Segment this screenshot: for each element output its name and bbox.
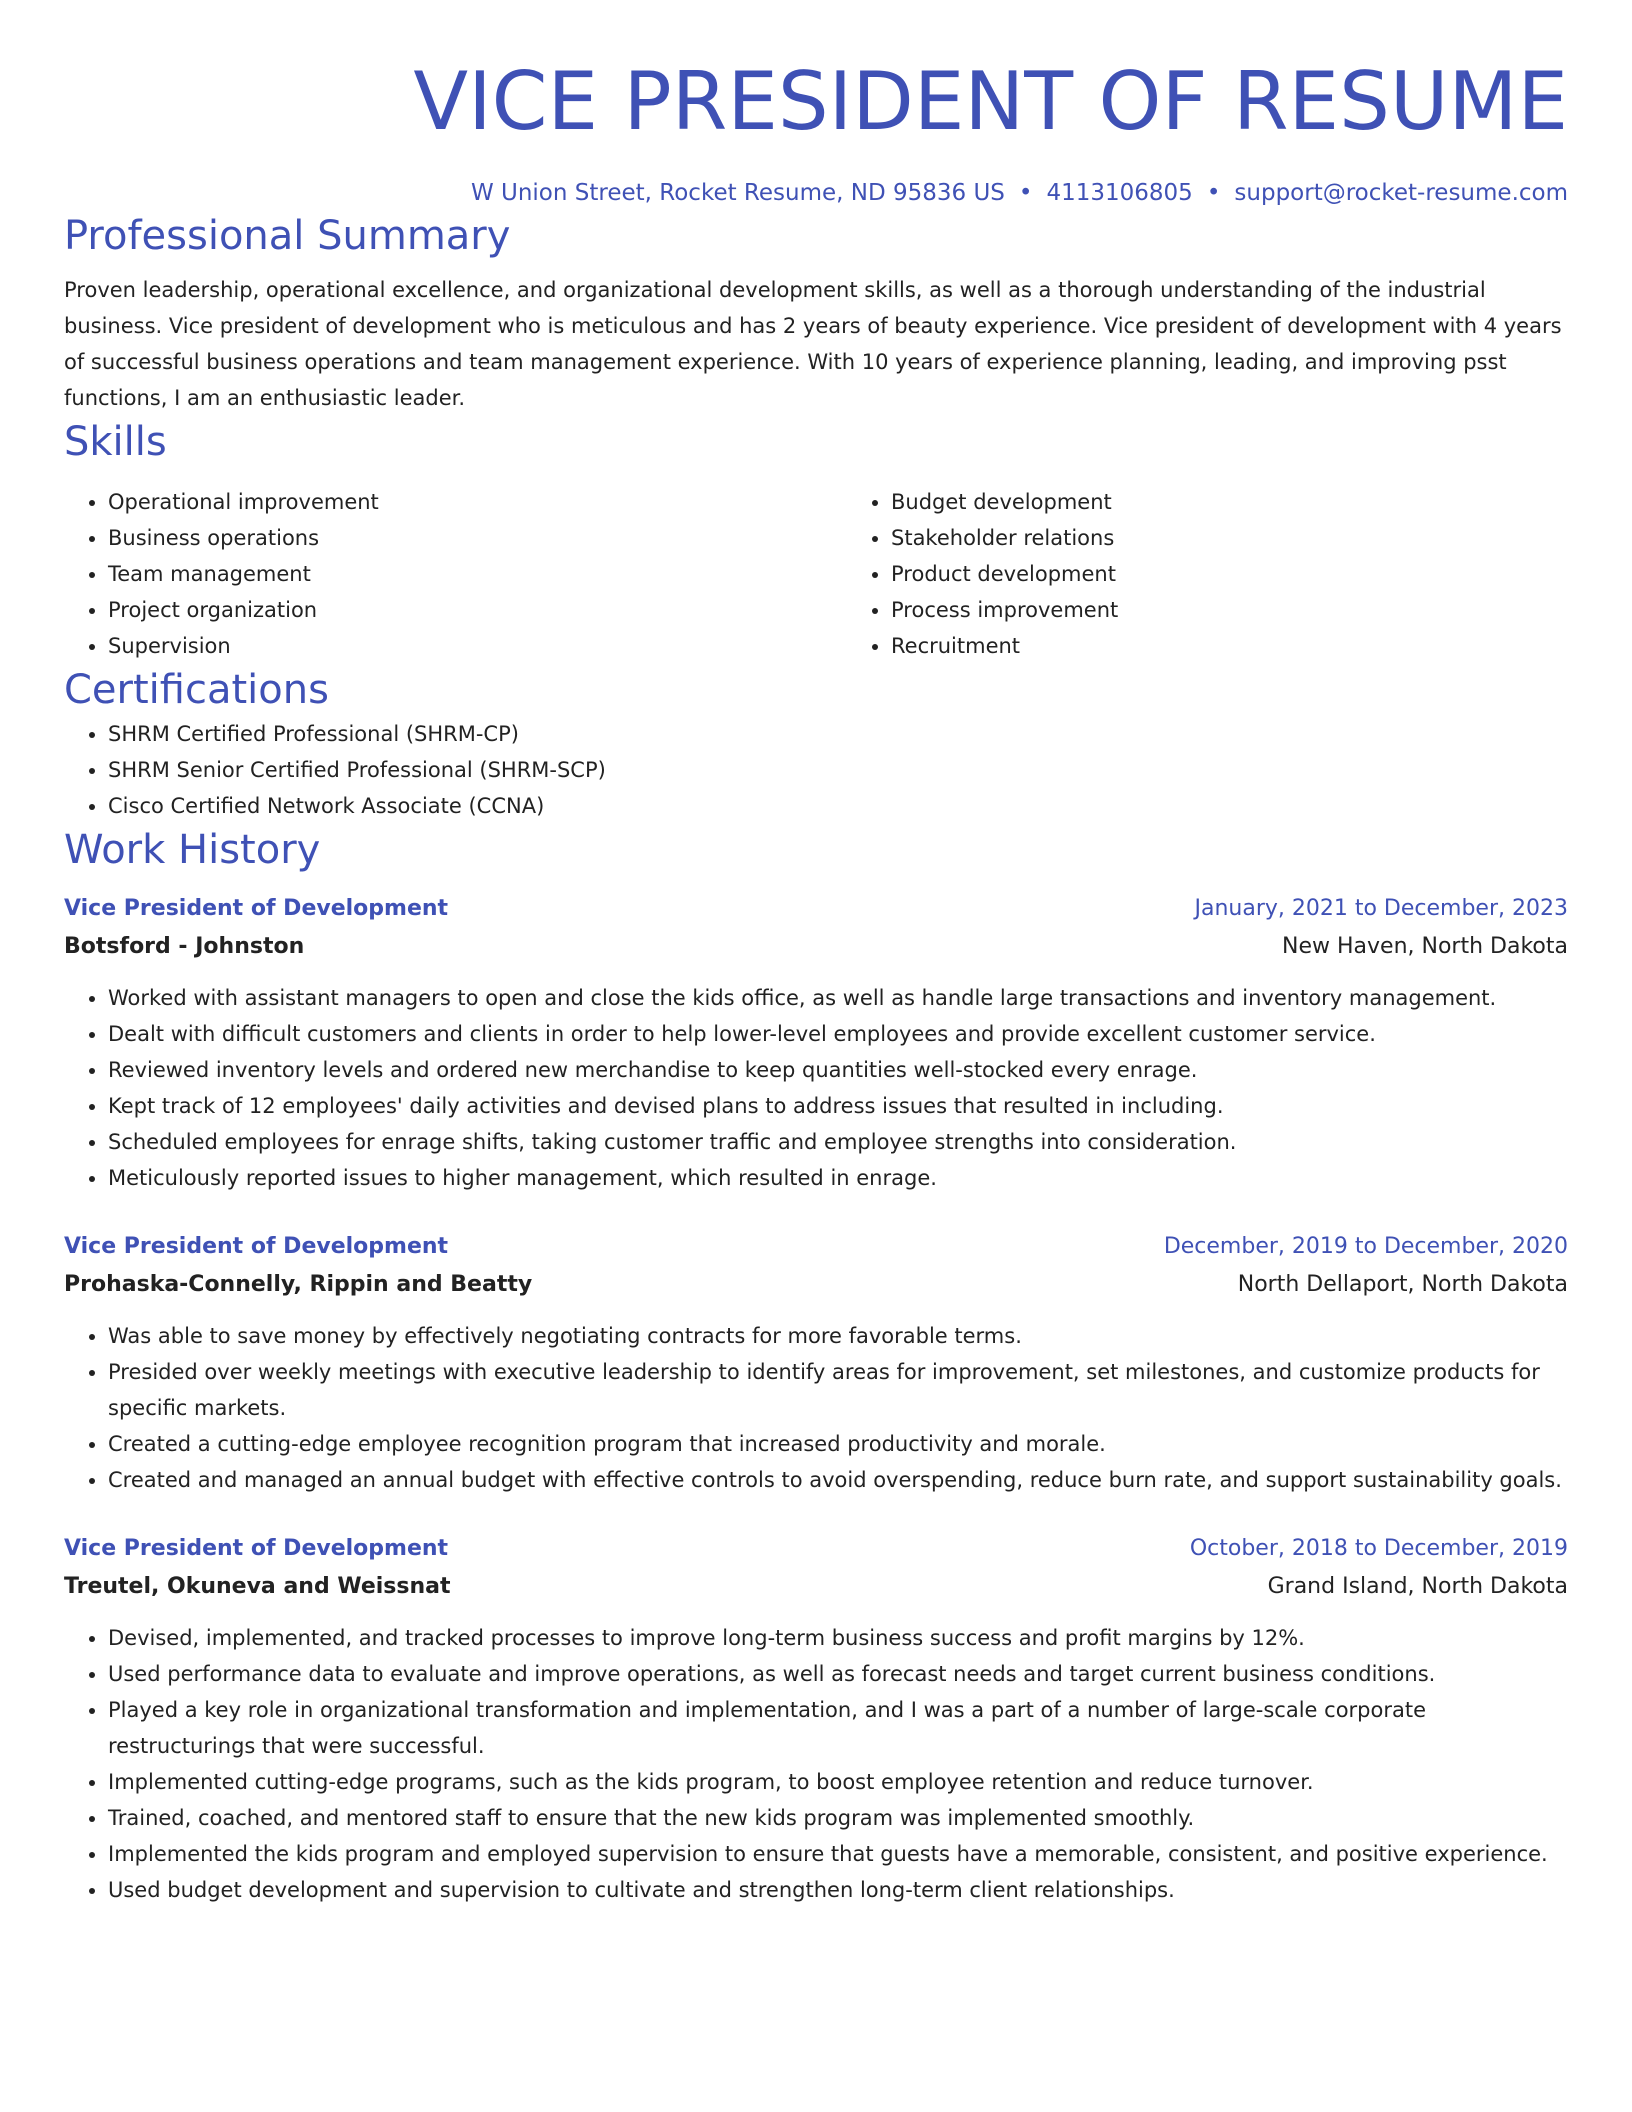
skill-item: • Stakeholder relations [891, 520, 1568, 556]
job-company-row [64, 1266, 1568, 1304]
job-location: New Haven, North Dakota [1282, 934, 1568, 959]
job-bullet: • Scheduled employees for enrage shifts, taking customer traffic and employee strengths into consideration. [108, 1124, 1568, 1160]
job-bullet: • Dealt with difficult customers and clients in order to help lower-level employees and provide excellent customer service. [108, 1016, 1568, 1052]
contact-email: support@rocket-resume.com [1234, 180, 1568, 206]
job-bullet: • Meticulously reported issues to higher management, which resulted in enrage. [108, 1160, 1568, 1196]
skill-item: • Business operations [108, 520, 847, 556]
job-company: Botsford - Johnston [64, 934, 305, 959]
job-entry [64, 1228, 1568, 1498]
job-company: Prohaska-Connelly, Rippin and Beatty [64, 1272, 533, 1297]
job-bullet: • Kept track of 12 employees' daily activities and devised plans to address issues that resulted in including. [108, 1088, 1568, 1124]
job-bullets [64, 1620, 1568, 1908]
job-bullet: • Worked with assistant managers to open and close the kids office, as well as handle large transactions and inventory management. [108, 980, 1568, 1016]
job-title: Vice President of Development [64, 896, 449, 921]
job-title: Vice President of Development [64, 1536, 449, 1561]
skill-item: • Recruitment [891, 628, 1568, 664]
job-entry [64, 890, 1568, 1196]
job-company-row [64, 928, 1568, 966]
job-bullet: • Trained, coached, and mentored staff to ensure that the new kids program was implemented smoothly. [108, 1800, 1568, 1836]
job-company-row [64, 1568, 1568, 1606]
job-bullet: • Created and managed an annual budget with effective controls to avoid overspending, reduce burn rate, and support sustainability goals. [108, 1462, 1568, 1498]
certification-item: • SHRM Certified Professional (SHRM-CP) [108, 716, 1568, 752]
skills-columns [64, 484, 1568, 664]
job-dates: January, 2021 to December, 2023 [1194, 896, 1568, 921]
skill-item: • Project organization [108, 592, 847, 628]
skill-item: • Process improvement [891, 592, 1568, 628]
job-location: Grand Island, North Dakota [1267, 1574, 1568, 1599]
job-bullet: • Reviewed inventory levels and ordered new merchandise to keep quantities well-stocked every enrage. [108, 1052, 1568, 1088]
certifications-list [64, 716, 1568, 824]
certification-item: • Cisco Certified Network Associate (CCNA) [108, 788, 1568, 824]
skill-item: • Team management [108, 556, 847, 592]
contact-address: W Union Street, Rocket Resume, ND 95836 US [470, 180, 1005, 206]
job-bullets [64, 1318, 1568, 1498]
certifications-heading: Certifications [64, 667, 329, 713]
skills-heading: Skills [64, 419, 167, 465]
job-bullet: • Used performance data to evaluate and improve operations, as well as forecast needs and target current business conditions. [108, 1656, 1568, 1692]
job-bullet: • Presided over weekly meetings with executive leadership to identify areas for improvement, set milestones, and customize products for specific markets. [108, 1354, 1568, 1426]
job-bullet: • Used budget development and supervision to cultivate and strengthen long-term client relationships. [108, 1872, 1568, 1908]
skill-item: • Operational improvement [108, 484, 847, 520]
job-company: Treutel, Okuneva and Weissnat [64, 1574, 451, 1599]
job-dates: December, 2019 to December, 2020 [1163, 1234, 1568, 1259]
job-bullet: • Implemented the kids program and employed supervision to ensure that guests have a memorable, consistent, and positive experience. [108, 1836, 1568, 1872]
contact-line [64, 176, 1568, 210]
contact-separator: • [1018, 180, 1033, 206]
job-location: North Dellaport, North Dakota [1237, 1272, 1568, 1297]
job-bullets [64, 980, 1568, 1196]
job-entry [64, 1530, 1568, 1908]
job-dates: October, 2018 to December, 2019 [1189, 1536, 1568, 1561]
skill-item: • Product development [891, 556, 1568, 592]
job-header-row [64, 1530, 1568, 1568]
job-header-row [64, 1228, 1568, 1266]
skill-item: • Supervision [108, 628, 847, 664]
work-history-heading: Work History [64, 827, 321, 873]
job-bullet: • Devised, implemented, and tracked processes to improve long-term business success and profit margins by 12%. [108, 1620, 1568, 1656]
contact-separator: • [1206, 180, 1221, 206]
summary-heading: Professional Summary [64, 213, 511, 259]
job-bullet: • Was able to save money by effectively negotiating contracts for more favorable terms. [108, 1318, 1568, 1354]
job-bullet: • Implemented cutting-edge programs, such as the kids program, to boost employee retention and reduce turnover. [108, 1764, 1568, 1800]
skills-list-right [847, 484, 1568, 664]
resume-title: VICE PRESIDENT OF RESUME [413, 55, 1568, 148]
contact-phone: 4113106805 [1046, 180, 1193, 206]
job-bullet: • Created a cutting-edge employee recognition program that increased productivity and morale. [108, 1426, 1568, 1462]
certification-item: • SHRM Senior Certified Professional (SHRM-SCP) [108, 752, 1568, 788]
skill-item: • Budget development [891, 484, 1568, 520]
job-title: Vice President of Development [64, 1234, 449, 1259]
job-header-row [64, 890, 1568, 928]
skills-list-left [64, 484, 847, 664]
job-bullet: • Played a key role in organizational transformation and implementation, and I was a part of a number of large-scale corporate restructurings that were successful. [108, 1692, 1568, 1764]
summary-text: Proven leadership, operational excellence, and organizational development skills, as well as a thorough understanding of the industrial business. Vice president of development who is meticulous and has 2 years of beauty experience. Vice president of development with 4 years of successful business operations and team management experience. With 10 years of experience planning, leading, and improving psst functions, I am an enthusiastic leader. [64, 278, 1562, 410]
